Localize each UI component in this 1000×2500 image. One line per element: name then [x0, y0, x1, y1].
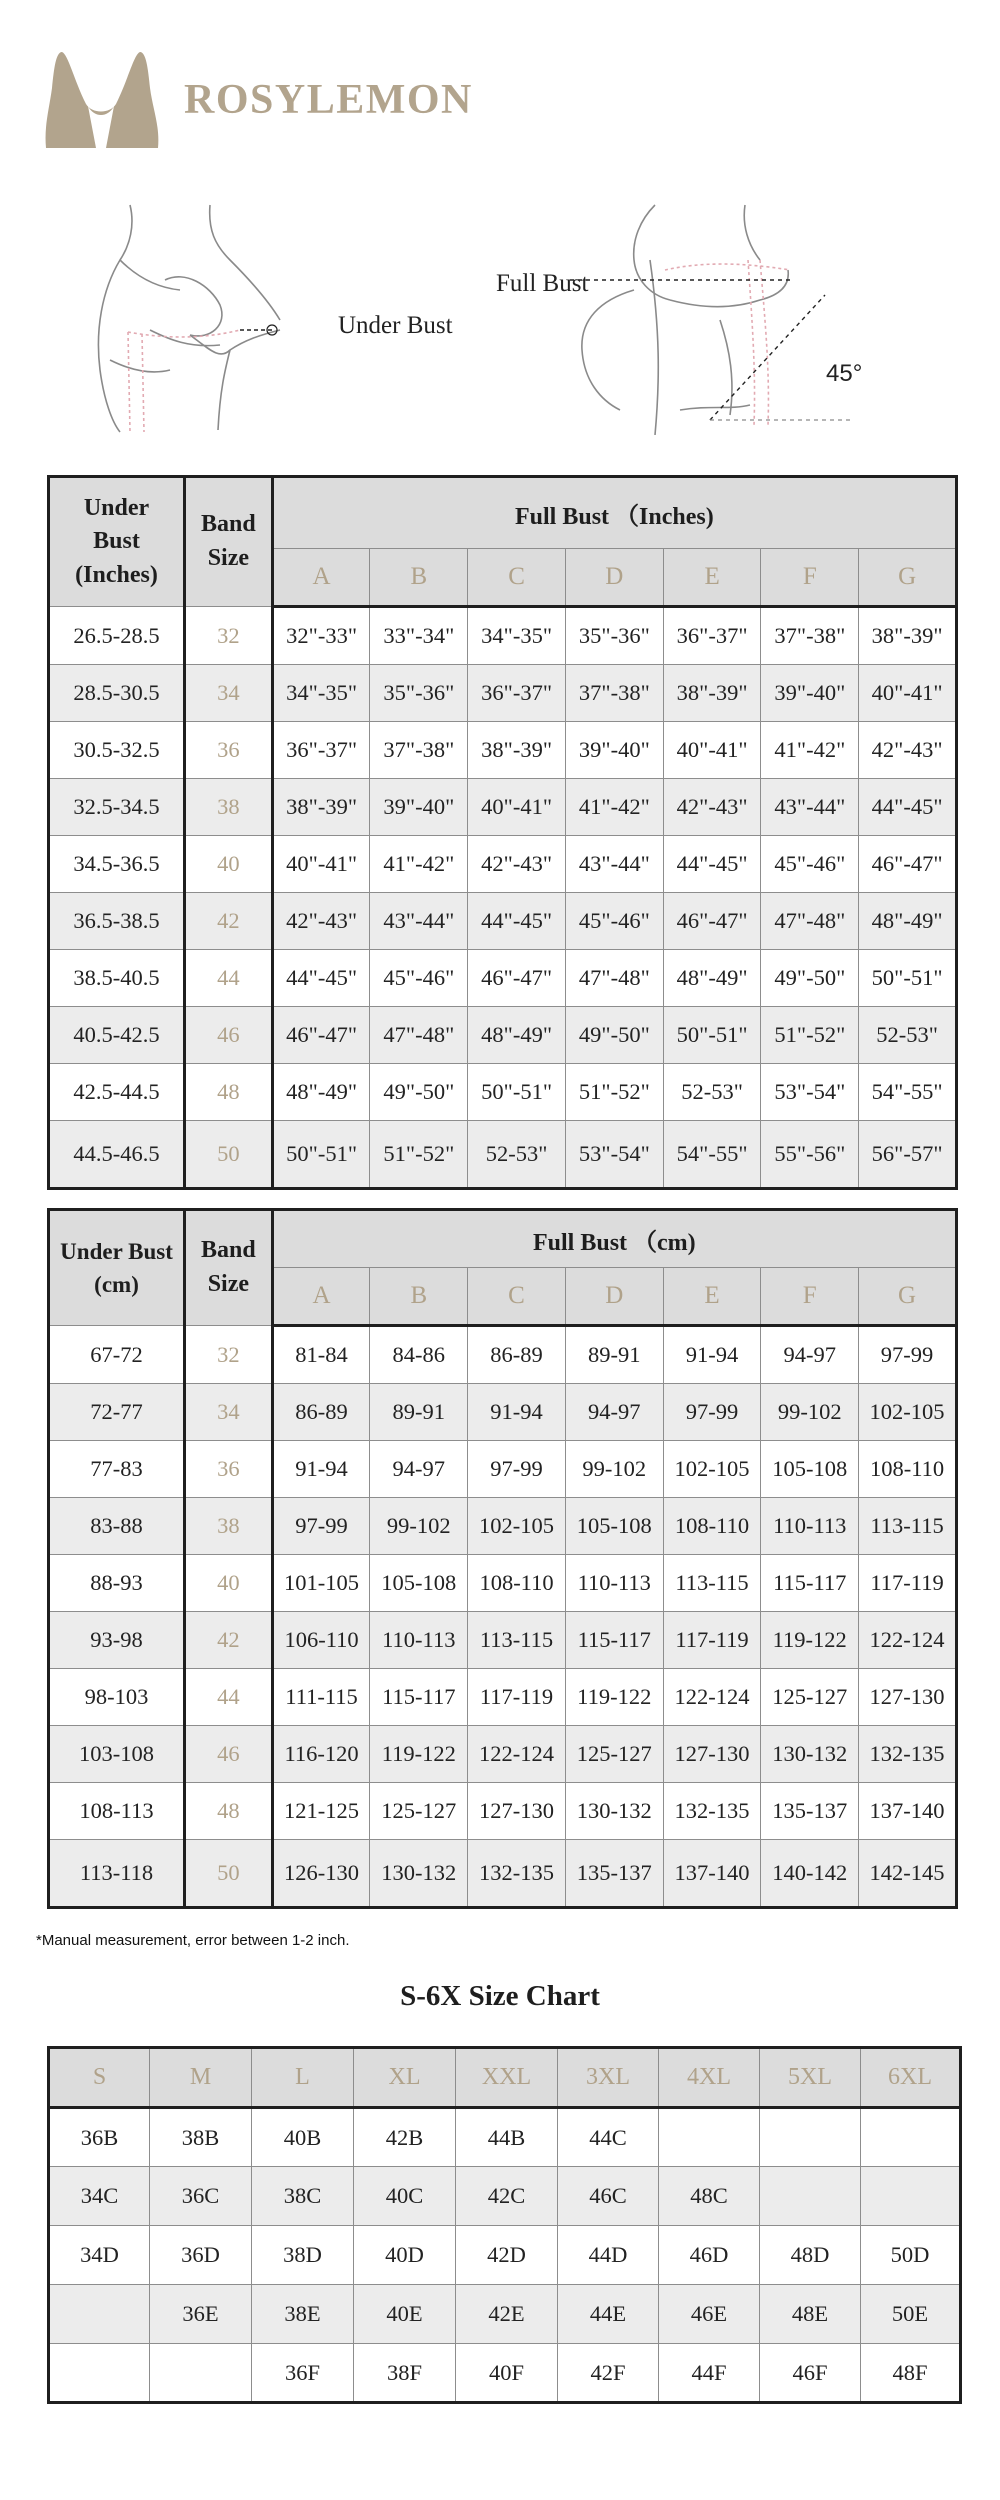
size-cell: 42B [354, 2108, 456, 2167]
full-bust-cell: 94-97 [761, 1326, 859, 1384]
full-bust-cell: 51"-52" [761, 1007, 859, 1064]
under-bust-cell: 26.5-28.5 [49, 607, 185, 665]
full-bust-cell: 102-105 [859, 1384, 957, 1441]
size-cell: 48C [659, 2167, 760, 2226]
cup-header: F [761, 1268, 859, 1326]
band-size-cell: 40 [185, 836, 273, 893]
table-row [49, 1121, 957, 1189]
under-bust-cell: 77-83 [49, 1441, 185, 1498]
full-bust-cell: 39"-40" [370, 779, 468, 836]
full-bust-cell: 49"-50" [761, 950, 859, 1007]
full-bust-cell: 54"-55" [859, 1064, 957, 1121]
cup-header: C [468, 549, 566, 607]
full-bust-cell: 84-86 [370, 1326, 468, 1384]
full-bust-cell: 43"-44" [761, 779, 859, 836]
full-bust-cell: 137-140 [663, 1840, 761, 1908]
full-bust-cell: 99-102 [761, 1384, 859, 1441]
full-bust-cell: 42"-43" [468, 836, 566, 893]
size-cell: 46E [659, 2285, 760, 2344]
full-bust-cell: 132-135 [859, 1726, 957, 1783]
full-bust-cell: 56"-57" [859, 1121, 957, 1189]
size-cell [659, 2108, 760, 2167]
full-bust-cell: 38"-39" [859, 607, 957, 665]
under-bust-cell: 42.5-44.5 [49, 1064, 185, 1121]
full-bust-cell: 94-97 [370, 1441, 468, 1498]
full-bust-cell: 132-135 [468, 1840, 566, 1908]
table-row [49, 1384, 957, 1441]
full-bust-cell: 46"-47" [663, 893, 761, 950]
under-bust-cell: 83-88 [49, 1498, 185, 1555]
full-bust-cell: 121-125 [272, 1783, 370, 1840]
band-size-cell: 34 [185, 665, 273, 722]
full-bust-cell: 102-105 [468, 1498, 566, 1555]
table-row [49, 893, 957, 950]
size-cell: 42F [558, 2344, 659, 2403]
full-bust-cell: 116-120 [272, 1726, 370, 1783]
full-bust-cell: 44"-45" [272, 950, 370, 1007]
band-size-cell: 46 [185, 1726, 273, 1783]
table-row [49, 1840, 957, 1908]
full-bust-cell: 48"-49" [468, 1007, 566, 1064]
full-bust-cell: 51"-52" [370, 1121, 468, 1189]
size-cell: 36F [252, 2344, 354, 2403]
full-bust-cell: 47"-48" [565, 950, 663, 1007]
full-bust-cell: 91-94 [272, 1441, 370, 1498]
size-header: 3XL [558, 2048, 659, 2108]
size-cell: 44D [558, 2226, 659, 2285]
full-bust-cell: 110-113 [761, 1498, 859, 1555]
under-bust-header: Under Bust (cm) [49, 1210, 185, 1326]
under-bust-illustration [90, 200, 350, 435]
size-header: 5XL [760, 2048, 861, 2108]
size-cell: 38B [150, 2108, 252, 2167]
band-size-cell: 44 [185, 950, 273, 1007]
full-bust-cell: 40"-41" [859, 665, 957, 722]
size-cell: 38F [354, 2344, 456, 2403]
full-bust-cell: 119-122 [565, 1669, 663, 1726]
size-cell: 44B [456, 2108, 558, 2167]
size-cell [861, 2167, 961, 2226]
table-row [49, 2344, 961, 2403]
full-bust-cell: 97-99 [663, 1384, 761, 1441]
full-bust-cell: 125-127 [565, 1726, 663, 1783]
band-size-cell: 36 [185, 722, 273, 779]
table-row [49, 2108, 961, 2167]
full-bust-cell: 47"-48" [370, 1007, 468, 1064]
size-cell [760, 2108, 861, 2167]
full-bust-cell: 52-53" [859, 1007, 957, 1064]
full-bust-cell: 102-105 [663, 1441, 761, 1498]
band-size-cell: 32 [185, 1326, 273, 1384]
full-bust-cell: 94-97 [565, 1384, 663, 1441]
full-bust-cell: 115-117 [370, 1669, 468, 1726]
full-bust-cell: 45"-46" [565, 893, 663, 950]
size-header: S [49, 2048, 150, 2108]
full-bust-cell: 105-108 [370, 1555, 468, 1612]
brand-name: ROSYLEMON [184, 77, 473, 123]
full-bust-cell: 113-115 [663, 1555, 761, 1612]
table-row [49, 1555, 957, 1612]
full-bust-cell: 41"-42" [370, 836, 468, 893]
full-bust-cell: 50"-51" [272, 1121, 370, 1189]
table-row [49, 950, 957, 1007]
full-bust-cell: 122-124 [663, 1669, 761, 1726]
full-bust-header: Full Bust （cm) [272, 1210, 956, 1268]
full-bust-cell: 33"-34" [370, 607, 468, 665]
full-bust-cell: 110-113 [565, 1555, 663, 1612]
full-bust-cell: 50"-51" [468, 1064, 566, 1121]
full-bust-cell: 132-135 [663, 1783, 761, 1840]
size-cell: 38C [252, 2167, 354, 2226]
under-bust-cell: 103-108 [49, 1726, 185, 1783]
full-bust-cell: 55"-56" [761, 1121, 859, 1189]
full-bust-cell: 42"-43" [272, 893, 370, 950]
table-row [49, 607, 957, 665]
size-header: 6XL [861, 2048, 961, 2108]
full-bust-cell: 48"-49" [272, 1064, 370, 1121]
size-chart-table [47, 2046, 962, 2404]
full-bust-cell: 36"-37" [663, 607, 761, 665]
full-bust-cell: 42"-43" [859, 722, 957, 779]
full-bust-cell: 35"-36" [370, 665, 468, 722]
band-size-cell: 42 [185, 1612, 273, 1669]
under-bust-cell: 88-93 [49, 1555, 185, 1612]
size-cell: 42C [456, 2167, 558, 2226]
table-row [49, 665, 957, 722]
size-cell: 48D [760, 2226, 861, 2285]
cm-table-body [49, 1326, 957, 1908]
under-bust-label: Under Bust [338, 312, 453, 339]
under-bust-cell: 67-72 [49, 1326, 185, 1384]
band-size-header: Band Size [185, 1210, 273, 1326]
band-size-cell: 40 [185, 1555, 273, 1612]
cup-header: A [272, 549, 370, 607]
full-bust-cell: 97-99 [468, 1441, 566, 1498]
cup-header: D [565, 549, 663, 607]
full-bust-cell: 45"-46" [761, 836, 859, 893]
cup-header: E [663, 549, 761, 607]
full-bust-cell: 135-137 [565, 1840, 663, 1908]
size-cell: 34D [49, 2226, 150, 2285]
full-bust-cell: 46"-47" [272, 1007, 370, 1064]
full-bust-cell: 119-122 [761, 1612, 859, 1669]
table-row [49, 779, 957, 836]
size-cell: 40E [354, 2285, 456, 2344]
band-size-cell: 48 [185, 1064, 273, 1121]
full-bust-cell: 126-130 [272, 1840, 370, 1908]
full-bust-cell: 137-140 [859, 1783, 957, 1840]
size-header: L [252, 2048, 354, 2108]
full-bust-cell: 45"-46" [370, 950, 468, 1007]
inch-table-body [49, 607, 957, 1189]
table-row [49, 1498, 957, 1555]
full-bust-cell: 42"-43" [663, 779, 761, 836]
full-bust-cell: 106-110 [272, 1612, 370, 1669]
full-bust-cell: 38"-39" [663, 665, 761, 722]
size-cell: 36D [150, 2226, 252, 2285]
size-chart-body [49, 2108, 961, 2403]
size-cell: 46D [659, 2226, 760, 2285]
band-size-cell: 34 [185, 1384, 273, 1441]
cup-header: D [565, 1268, 663, 1326]
table-row [49, 1064, 957, 1121]
size-cell: 34C [49, 2167, 150, 2226]
full-bust-label: Full Bust [496, 270, 589, 297]
full-bust-cell: 52-53" [663, 1064, 761, 1121]
full-bust-cell: 49"-50" [370, 1064, 468, 1121]
size-header: XL [354, 2048, 456, 2108]
size-cell [49, 2344, 150, 2403]
full-bust-cell: 105-108 [565, 1498, 663, 1555]
full-bust-cell: 101-105 [272, 1555, 370, 1612]
under-bust-cell: 40.5-42.5 [49, 1007, 185, 1064]
full-bust-cell: 40"-41" [468, 779, 566, 836]
band-size-cell: 50 [185, 1840, 273, 1908]
full-bust-cell: 38"-39" [468, 722, 566, 779]
under-bust-cell: 30.5-32.5 [49, 722, 185, 779]
full-bust-cell: 51"-52" [565, 1064, 663, 1121]
full-bust-cell: 46"-47" [468, 950, 566, 1007]
cup-header: B [370, 549, 468, 607]
full-bust-cell: 36"-37" [272, 722, 370, 779]
under-bust-header: Under Bust (Inches) [49, 477, 185, 607]
size-cell: 40F [456, 2344, 558, 2403]
full-bust-cell: 130-132 [565, 1783, 663, 1840]
table-row [49, 836, 957, 893]
band-size-cell: 44 [185, 1669, 273, 1726]
table-row [49, 1783, 957, 1840]
size-cell [49, 2285, 150, 2344]
table-row [49, 1669, 957, 1726]
full-bust-cell: 53"-54" [761, 1064, 859, 1121]
band-size-cell: 48 [185, 1783, 273, 1840]
full-bust-cell: 40"-41" [272, 836, 370, 893]
size-cell: 42E [456, 2285, 558, 2344]
full-bust-cell: 113-115 [859, 1498, 957, 1555]
cup-header: B [370, 1268, 468, 1326]
full-bust-cell: 40"-41" [663, 722, 761, 779]
cup-header: E [663, 1268, 761, 1326]
full-bust-cell: 140-142 [761, 1840, 859, 1908]
full-bust-cell: 34"-35" [468, 607, 566, 665]
full-bust-cell: 99-102 [565, 1441, 663, 1498]
size-cell: 36C [150, 2167, 252, 2226]
full-bust-cell: 35"-36" [565, 607, 663, 665]
full-bust-cell: 127-130 [468, 1783, 566, 1840]
full-bust-cell: 91-94 [663, 1326, 761, 1384]
full-bust-illustration [560, 200, 863, 435]
full-bust-cell: 37"-38" [565, 665, 663, 722]
full-bust-cell: 49"-50" [565, 1007, 663, 1064]
full-bust-cell: 135-137 [761, 1783, 859, 1840]
full-bust-cell: 122-124 [468, 1726, 566, 1783]
full-bust-cell: 142-145 [859, 1840, 957, 1908]
full-bust-cell: 119-122 [370, 1726, 468, 1783]
cup-header: F [761, 549, 859, 607]
full-bust-cell: 97-99 [272, 1498, 370, 1555]
full-bust-cell: 50"-51" [663, 1007, 761, 1064]
full-bust-cell: 43"-44" [370, 893, 468, 950]
full-bust-cell: 110-113 [370, 1612, 468, 1669]
band-size-cell: 50 [185, 1121, 273, 1189]
full-bust-cell: 44"-45" [468, 893, 566, 950]
full-bust-cell: 117-119 [663, 1612, 761, 1669]
under-bust-cell: 98-103 [49, 1669, 185, 1726]
full-bust-cell: 108-110 [859, 1441, 957, 1498]
full-bust-cell: 125-127 [370, 1783, 468, 1840]
cup-header: G [859, 1268, 957, 1326]
size-cell: 40D [354, 2226, 456, 2285]
table-row [49, 1612, 957, 1669]
size-cell: 36B [49, 2108, 150, 2167]
full-bust-cell: 50"-51" [859, 950, 957, 1007]
cup-header: C [468, 1268, 566, 1326]
size-cell: 44E [558, 2285, 659, 2344]
under-bust-cell: 36.5-38.5 [49, 893, 185, 950]
size-header: M [150, 2048, 252, 2108]
full-bust-cell: 41"-42" [565, 779, 663, 836]
full-bust-cell: 86-89 [272, 1384, 370, 1441]
table-row [49, 1007, 957, 1064]
angle-label: 45° [826, 360, 863, 387]
full-bust-cell: 130-132 [370, 1840, 468, 1908]
size-cell: 46F [760, 2344, 861, 2403]
size-cell: 40B [252, 2108, 354, 2167]
size-cell: 40C [354, 2167, 456, 2226]
band-size-cell: 38 [185, 1498, 273, 1555]
full-bust-cell: 53"-54" [565, 1121, 663, 1189]
table-row [49, 2167, 961, 2226]
full-bust-cell: 39"-40" [761, 665, 859, 722]
full-bust-cell: 111-115 [272, 1669, 370, 1726]
full-bust-cell: 52-53" [468, 1121, 566, 1189]
size-cell [861, 2108, 961, 2167]
under-bust-cell: 34.5-36.5 [49, 836, 185, 893]
full-bust-cell: 34"-35" [272, 665, 370, 722]
table-row [49, 1726, 957, 1783]
full-bust-cell: 37"-38" [370, 722, 468, 779]
full-bust-cell: 97-99 [859, 1326, 957, 1384]
size-table-inches [47, 475, 958, 1190]
under-bust-cell: 113-118 [49, 1840, 185, 1908]
size-cell: 44F [659, 2344, 760, 2403]
full-bust-cell: 115-117 [565, 1612, 663, 1669]
full-bust-cell: 37"-38" [761, 607, 859, 665]
size-cell: 50E [861, 2285, 961, 2344]
under-bust-cell: 38.5-40.5 [49, 950, 185, 1007]
full-bust-cell: 108-110 [468, 1555, 566, 1612]
size-cell: 42D [456, 2226, 558, 2285]
full-bust-cell: 86-89 [468, 1326, 566, 1384]
full-bust-cell: 117-119 [468, 1669, 566, 1726]
full-bust-cell: 44"-45" [663, 836, 761, 893]
full-bust-cell: 81-84 [272, 1326, 370, 1384]
under-bust-cell: 72-77 [49, 1384, 185, 1441]
size-header-row [49, 2048, 961, 2108]
size-cell: 46C [558, 2167, 659, 2226]
full-bust-cell: 39"-40" [565, 722, 663, 779]
band-size-cell: 46 [185, 1007, 273, 1064]
size-cell: 50D [861, 2226, 961, 2285]
under-bust-cell: 44.5-46.5 [49, 1121, 185, 1189]
cup-header: A [272, 1268, 370, 1326]
full-bust-cell: 130-132 [761, 1726, 859, 1783]
band-size-header: Band Size [185, 477, 273, 607]
size-header: XXL [456, 2048, 558, 2108]
full-bust-cell: 47"-48" [761, 893, 859, 950]
full-bust-cell: 89-91 [565, 1326, 663, 1384]
band-size-cell: 38 [185, 779, 273, 836]
table-row [49, 1441, 957, 1498]
full-bust-cell: 43"-44" [565, 836, 663, 893]
full-bust-cell: 91-94 [468, 1384, 566, 1441]
size-cell: 48F [861, 2344, 961, 2403]
size-cell: 38D [252, 2226, 354, 2285]
cup-header: G [859, 549, 957, 607]
size-cell [150, 2344, 252, 2403]
footnote: *Manual measurement, error between 1-2 inch. [36, 1932, 350, 1949]
size-cell: 44C [558, 2108, 659, 2167]
band-size-cell: 32 [185, 607, 273, 665]
full-bust-cell: 44"-45" [859, 779, 957, 836]
table-row [49, 1326, 957, 1384]
full-bust-cell: 125-127 [761, 1669, 859, 1726]
full-bust-cell: 89-91 [370, 1384, 468, 1441]
full-bust-cell: 115-117 [761, 1555, 859, 1612]
full-bust-cell: 36"-37" [468, 665, 566, 722]
full-bust-cell: 113-115 [468, 1612, 566, 1669]
full-bust-cell: 48"-49" [663, 950, 761, 1007]
bra-silhouette-icon [42, 48, 160, 152]
full-bust-cell: 108-110 [663, 1498, 761, 1555]
under-bust-cell: 28.5-30.5 [49, 665, 185, 722]
full-bust-cell: 38"-39" [272, 779, 370, 836]
size-table-cm [47, 1208, 958, 1909]
size-header: 4XL [659, 2048, 760, 2108]
full-bust-cell: 99-102 [370, 1498, 468, 1555]
full-bust-cell: 54"-55" [663, 1121, 761, 1189]
full-bust-cell: 48"-49" [859, 893, 957, 950]
full-bust-cell: 122-124 [859, 1612, 957, 1669]
full-bust-cell: 32"-33" [272, 607, 370, 665]
size-cell: 38E [252, 2285, 354, 2344]
under-bust-cell: 108-113 [49, 1783, 185, 1840]
band-size-cell: 36 [185, 1441, 273, 1498]
full-bust-cell: 127-130 [859, 1669, 957, 1726]
under-bust-cell: 93-98 [49, 1612, 185, 1669]
table-row [49, 722, 957, 779]
size-cell: 48E [760, 2285, 861, 2344]
full-bust-cell: 105-108 [761, 1441, 859, 1498]
size-cell [760, 2167, 861, 2226]
size-chart-title: S-6X Size Chart [400, 1980, 600, 2012]
table-row [49, 2226, 961, 2285]
size-cell: 36E [150, 2285, 252, 2344]
full-bust-cell: 117-119 [859, 1555, 957, 1612]
full-bust-header: Full Bust （Inches) [272, 477, 956, 549]
table-row [49, 2285, 961, 2344]
under-bust-cell: 32.5-34.5 [49, 779, 185, 836]
full-bust-cell: 41"-42" [761, 722, 859, 779]
band-size-cell: 42 [185, 893, 273, 950]
full-bust-cell: 46"-47" [859, 836, 957, 893]
full-bust-cell: 127-130 [663, 1726, 761, 1783]
